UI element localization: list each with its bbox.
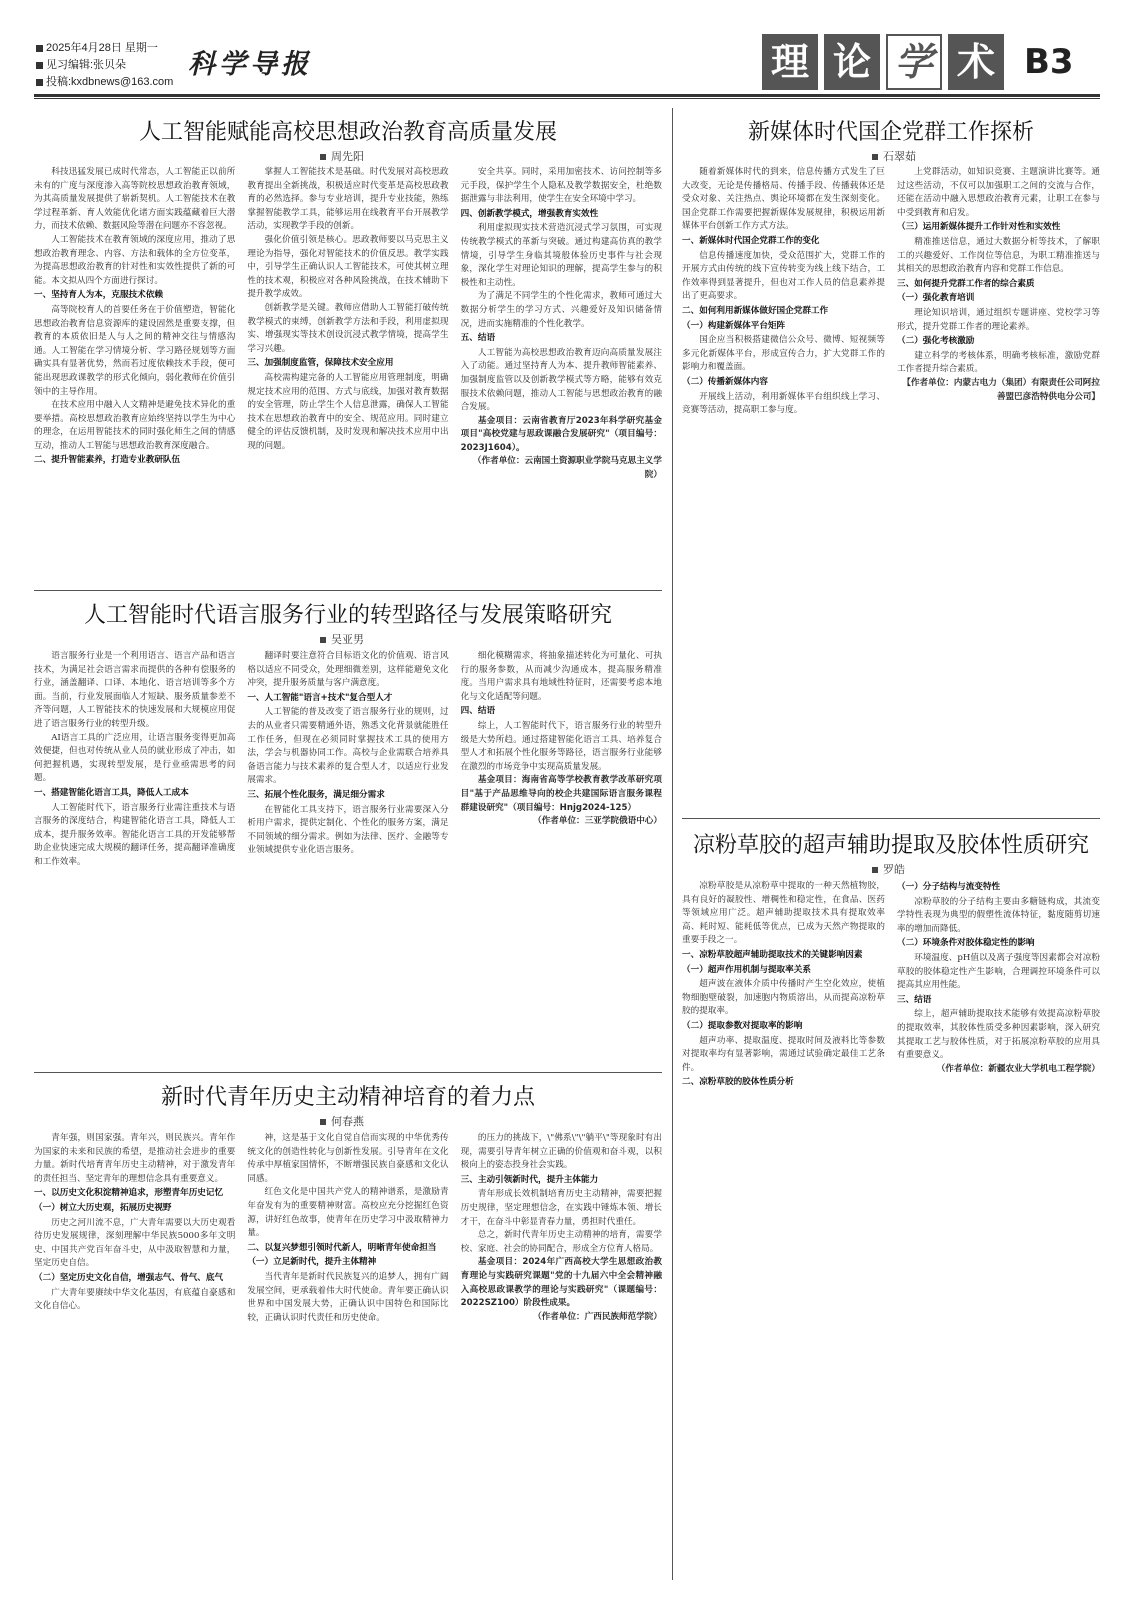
section-title <box>762 34 1068 90</box>
header-editor: 见习编辑:张贝朵 <box>36 57 173 74</box>
section-heading: 一、以历史文化积淀精神追求，形塑青年历史记忆 <box>34 1188 224 1199</box>
article-author: 罗皓 <box>872 861 905 877</box>
funding-note: 基金项目：海南省高等学校教育教学改革研究项目"基于产品思维导向的校企共建国际语言服务课程群建设研究"（项目编号：Hnjg2024-125） <box>460 775 662 813</box>
section-heading: 二、凉粉草胶的胶体性质分析 <box>682 1077 794 1088</box>
section-heading: 一、凉粉草胶超声辅助提取技术的关键影响因素 <box>682 949 863 960</box>
author-affiliation: （作者单位：新疆农业大学机电工程学院） <box>936 1063 1100 1074</box>
section-heading: 二、提升智能素养，打造专业教研队伍 <box>34 455 181 466</box>
section-heading: 一、搭建智能化语言工具，降低人工成本 <box>34 787 189 798</box>
header-meta <box>36 40 173 91</box>
header-date: 2025年4月28日 星期一 <box>36 40 173 57</box>
page-header <box>0 0 1131 98</box>
funding-note: 基金项目：2024年广西高校大学生思想政治教育理论与实践研究课题"党的十九届六中全会精神融入高校思政课教学的理论与实践研究"（课题编号：2022SZ100）阶段性成果。 <box>460 1257 662 1309</box>
header-email: 投稿:kxdbnews@163.com <box>36 74 173 91</box>
body-column: 的压力的挑战下，\"佛系\"\"躺平\"等现象时有出现，需要引导青年树立正确的价值观和奋斗观，以积极向上的姿态投身社会实践。 三、主动引领新时代，提升主体能力 青年形成长效机制培育历史主动精神，需要把握历史规律，坚定理想信念，在实践中锤炼本领、增长才干，在奋斗中彰显青春力量，勇担时代重任。 总之，新时代青年历史主动精神的培育，需要学校、家庭、社会的协同配合，形成全方位育人格局。 基金项目：2024年广西高校大学生思想政治教育理论与实践研究课题"党的十九届六中全会精神融入高校思政课教学的理论与实践研究"（课题编号：2022SZ100）阶段性成果。 （作者单位：广西民族师范学院） <box>461 1132 662 1582</box>
body-column: 凉粉草胶是从凉粉草中提取的一种天然植物胶，具有良好的凝胶性、增稠性和稳定性，在食品、医药等领域应用广泛。超声辅助提取技术具有提取效率高、耗时短、能耗低等优点，已成为天然产物提取的重要手段之一。 一、凉粉草胶超声辅助提取技术的关键影响因素 （一）超声作用机制与提取率关系 超声波在液体介质中传播时产生空化效应，使植物细胞壁破裂，加速胞内物质溶出，从而提高凉粉草胶的提取率。 （二）提取参数对提取率的影响 超声功率、提取温度、提取时间及液料比等参数对提取率均有显著影响，需通过试验确定最佳工艺条件。 二、凉粉草胶的胶体性质分析 <box>682 880 885 1582</box>
article-body <box>34 1132 662 1582</box>
body-column: （一）分子结构与流变特性 凉粉草胶的分子结构主要由多糖链构成，其流变学特性表现为典型的假塑性流体特征，黏度随剪切速率的增加而降低。 （二）环境条件对胶体稳定性的影响 环境温度、pH值以及离子强度等因素都会对凉粉草胶的胶体稳定性产生影响，合理调控环境条件可以提高其应用性能。 三、结语 综上，超声辅助提取技术能够有效提高凉粉草胶的提取效率，其胶体性质受多种因素影响，深入研究其提取工艺与胶体性质，对于拓展凉粉草胶的应用具有重要意义。 （作者单位：新疆农业大学机电工程学院） <box>897 880 1100 1582</box>
section-heading: 三、如何提升党群工作者的综合素质 <box>897 278 1035 289</box>
body-column: 神，这是基于文化自觉自信而实现的中华优秀传统文化的创造性转化与创新性发展。引导青年在文化传承中厚植家国情怀，不断增强民族自豪感和文化认同感。 红色文化是中国共产党人的精神谱系，是激励青年奋发有为的重要精神财富。高校应充分挖掘红色资源，讲好红色故事，使青年在历史学习中汲取精神力量。 二、以复兴梦想引领时代新人，明晰青年使命担当 （一）立足新时代，提升主体精神 当代青年是新时代民族复兴的追梦人，拥有广阔发展空间，更承载着伟大时代使命。青年要正确认识世界和中国发展大势，正确认识中国特色和国际比较，正确认识时代责任和历史使命。 <box>247 1133 449 1323</box>
body-column: 随着新媒体时代的到来，信息传播方式发生了巨大改变，无论是传播格局、传播手段、传播载体还是受众对象、关注热点、舆论环境都在发生深刻变化。国企党群工作需要把握新媒体发展规律，积极运用新媒体平台创新工作方式方法。 一、新媒体时代国企党群工作的变化 信息传播速度加快，受众范围扩大，党群工作的开展方式由传统的线下宣传转变为线上线下结合，工作效率得到显著提升，但也对工作人员的信息素养提出了更高要求。 二、如何利用新媒体做好国企党群工作 （一）构建新媒体平台矩阵 国企应当积极搭建微信公众号、微博、短视频等多元化新媒体平台，形成宣传合力，扩大党群工作的影响力和覆盖面。 （二）传播新媒体内容 开展线上活动，利用新媒体平台组织线上学习、竞赛等活动，提高职工参与度。 <box>682 167 885 416</box>
section-heading: 四、结语 <box>460 706 496 717</box>
funding-note: 基金项目：云南省教育厅2023年科学研究基金项目"高校党建与思政课融合发展研究"（项目编号：2023J1604）。 <box>460 415 662 453</box>
body-column: 安全共享。同时，采用加密技术、访问控制等多元手段，保护学生个人隐私及教学数据安全，杜绝数据泄露与非法利用，使学生在安全环境中学习。 四、创新教学模式，增强教育实效性 利用虚拟现实技术营造沉浸式学习氛围，可实现传统教学模式的革新与突破。通过构建高仿真的教学情境，引导学生身临其境般体验历史事件与社会现象，深化学生对理论知识的理解，提高学生参与的积极性和主动性。 为了满足不同学生的个性化需求，教师可通过大数据分析学生的学习方式、兴趣爱好及知识储备情况，进而实施精准的个性化教学。 五、结语 人工智能为高校思想政治教育迈向高质量发展注入了动能。通过坚持育人为本、提升教师智能素养、加强制度监管以及创新教学模式等方略，能够有效克服技术依赖问题，推动人工智能与思想政治教育的融合发展。 基金项目：云南省教育厅2023年科学研究基金项目"高校党建与思政课融合发展研究"（项目编号：2023J1604）。 （作者单位：云南国土资源职业学院马克思主义学院） <box>461 166 662 584</box>
header-rule <box>34 94 1100 97</box>
header-rule-thin <box>34 98 1100 99</box>
column-divider <box>672 108 673 1580</box>
section-heading: 五、结语 <box>460 333 496 344</box>
body-column: 科技迅猛发展已成时代常态，人工智能正以前所未有的广度与深度渗入高等院校思想政治教育领域，为其高质量发展提供了崭新契机。人工智能技术在教学过程革新、育人效能优化诸方面实践蕴藏着巨大潜力，而技术依赖、数据风险等潜在问题亦不容忽视。 人工智能技术在教育领域的深度应用，推动了思想政治教育理念、内容、方法和载体的全方位变革，为提高思想政治教育的针对性和实效性提供了新的可能。本文拟从四个方面进行探讨。 一、坚持育人为本，克服技术依赖 高等院校育人的首要任务在于价值塑造，智能化思想政治教育信息资源库的建设固然是重要支撑，但教育的本质依旧是人与人之间的精神交往与情感沟通。人工智能在学习情境分析、学习路径规划等方面确实具有显著优势，然而若过度依赖技术手段，便可能出现思政课教学的形式化倾向，弱化教师在价值引领中的主导作用。 在技术应用中融入人文精神是避免技术异化的重要举措。高校思想政治教育应始终坚持以学生为中心的理念，在运用智能技术的同时强化师生之间的情感互动，推动人工智能与思想政治教育深度融合。 二、提升智能素养，打造专业教研队伍 <box>34 166 235 584</box>
article-body <box>682 880 1100 1582</box>
body-column: 语言服务行业是一个利用语言、语言产品和语言技术，为满足社会语言需求而提供的各种有偿服务的行业，涵盖翻译、口译、本地化、语言培训等多个方面。当前，行业发展面临人才短缺、服务质量参差不齐等问题，人工智能技术的快速发展和大规模应用促进了语言服务行业的转型升级。 AI语言工具的广泛应用，让语言服务变得更加高效便捷，但也对传统从业人员的就业形成了冲击，如何把握机遇，实现转型发展，是行业亟需思考的问题。 一、搭建智能化语言工具，降低人工成本 人工智能时代下，语言服务行业需注重技术与语言服务的深度结合，构建智能化语言工具，降低人工成本，提升服务效率。智能化语言工具的开发能够帮助企业快速完成大规模的翻译任务，提高翻译准确度和工作效率。 <box>34 651 236 867</box>
article-author: 周先阳 <box>320 148 364 164</box>
article-title: 新媒体时代国企党群工作探析 <box>747 120 1034 145</box>
section-heading: 一、人工智能"语言+技术"复合型人才 <box>247 692 393 703</box>
newspaper-logo: 科学导报 <box>188 49 312 80</box>
article-divider-3 <box>682 818 1100 819</box>
section-char-4: 术 <box>948 34 1004 90</box>
body-column: 掌握人工智能技术是基础。时代发展对高校思政教育提出全新挑战，积极适应时代变革是高校思政教育的必然选择。参与专业培训，提升专业技能，熟练掌握智能教学工具，能够运用在线教育平台开展教学活动，实现教学手段的创新。 强化价值引领是核心。思政教师要以马克思主义理论为指导，强化对智能技术的价值反思。教学实践中，引导学生正确认识人工智能技术，可使其树立理性的技术观，积极应对各种风险挑战，在技术辅助下提升教学成效。 创新教学是关键。教师应借助人工智能打破传统教学模式的束缚，创新教学方法和手段，利用虚拟现实、增强现实等技术创设沉浸式教学情境，提高学生学习兴趣。 三、加强制度监管，保障技术安全应用 高校需构建完备的人工智能应用管理制度，明确规定技术应用的范围、方式与底线，加强对教育数据的安全管理，防止学生个人信息泄露，确保人工智能技术在思想政治教育中的安全、规范应用。同时建立健全的评估反馈机制，及时发现和解决技术应用中出现的问题。 <box>247 167 449 451</box>
article-author: 石翠茹 <box>872 148 916 164</box>
section-heading: 二、以复兴梦想引领时代新人，明晰青年使命担当 <box>247 1242 437 1253</box>
article-divider-2 <box>34 1072 662 1073</box>
article-body <box>34 166 662 584</box>
article-title: 凉粉草胶的超声辅助提取及胶体性质研究 <box>692 833 1089 858</box>
body-column: 细化模糊需求，将抽象描述转化为可量化、可执行的服务参数，从而减少沟通成本，提高服务精准度。当用户需求具有地域性特征时，还需要考虑本地化与文化适配等问题。 四、结语 综上，人工智能时代下，语言服务行业的转型升级是大势所趋。通过搭建智能化语言工具、培养复合型人才和拓展个性化服务等路径，语言服务行业能够在激烈的市场竞争中实现高质量发展。 基金项目：海南省高等学校教育教学改革研究项目"基于产品思维导向的校企共建国际语言服务课程群建设研究"（项目编号：Hnjg2024-125） （作者单位：三亚学院俄语中心） <box>461 650 662 1068</box>
article-body <box>34 650 662 1068</box>
section-char-3: 学 <box>886 34 942 90</box>
article-title: 新时代青年历史主动精神培育的着力点 <box>160 1085 535 1110</box>
article-title: 人工智能赋能高校思想政治教育高质量发展 <box>138 120 557 145</box>
section-char-1: 理 <box>762 34 818 90</box>
body-column: 上党群活动，如知识竞赛、主题演讲比赛等。通过这些活动，不仅可以加强职工之间的交流与合作，还能在活动中融入思想政治教育元素，让职工在参与中受到教育和启发。 （三）运用新媒体提升工作针对性和实效性 精准推送信息，通过大数据分析等技术，了解职工的兴趣爱好、工作岗位等信息，为职工精准推送与其相关的思想政治教育内容和党群工作信息。 三、如何提升党群工作者的综合素质 （一）强化教育培训 理论知识培训，通过组织专题讲座、党校学习等形式，提升党群工作者的理论素养。 （二）强化考核激励 建立科学的考核体系，明确考核标准，激励党群工作者提升综合素质。 【作者单位：内蒙古电力（集团）有限责任公司阿拉善盟巴彦浩特供电分公司】 <box>897 166 1100 812</box>
section-heading: 三、结语 <box>897 994 932 1005</box>
article-body <box>682 166 1100 812</box>
article-author: 何春燕 <box>320 1113 364 1129</box>
author-affiliation: （作者单位：云南国土资源职业学院马克思主义学院） <box>472 456 662 481</box>
section-heading: 三、加强制度监管，保障技术安全应用 <box>247 358 394 369</box>
section-heading: 一、新媒体时代国企党群工作的变化 <box>682 235 820 246</box>
body-column: 青年强，则国家强。青年兴，则民族兴。青年作为国家的未来和民族的希望，是推动社会进步的重要力量。新时代培育青年历史主动精神，对于激发青年的责任担当、坚定青年的理想信念具有重要意义。 一、以历史文化积淀精神追求，形塑青年历史记忆 （一）树立大历史观，拓展历史视野 历史之河川流不息，广大青年需要以大历史观看待历史发展规律，深刻理解中华民族5000多年文明史、中国共产党百年奋斗史，从中汲取智慧和力量，坚定历史自信。 （二）坚定历史文化自信，增强志气、骨气、底气 广大青年要赓续中华文化基因，有底蕴自豪感和文化自信心。 <box>34 1133 236 1312</box>
author-affiliation: （作者单位：三亚学院俄语中心） <box>533 816 662 827</box>
section-heading: 一、坚持育人为本，克服技术依赖 <box>34 290 163 301</box>
section-char-2: 论 <box>824 34 880 90</box>
article-author: 吴亚男 <box>320 631 364 647</box>
page-number: B3 <box>1024 42 1074 82</box>
author-affiliation: 【作者单位：内蒙古电力（集团）有限责任公司阿拉善盟巴彦浩特供电分公司】 <box>902 377 1100 402</box>
article-title: 人工智能时代语言服务行业的转型路径与发展策略研究 <box>83 603 612 628</box>
section-heading: 三、拓展个性化服务，满足细分需求 <box>247 789 385 800</box>
section-heading: 二、如何利用新媒体做好国企党群工作 <box>682 305 829 316</box>
body-column: 翻译时要注意符合目标语文化的价值观、语言风格以适应不同受众，处理细微差别，这样能避免文化冲突，提升服务质量与客户满意度。 一、人工智能"语言+技术"复合型人才 人工智能的普及改变了语言服务行业的规则，过去的从业者只需要精通外语，熟悉文化背景就能胜任工作任务，但现在必须同时掌握技术工具的使用方法，学会与机器协同工作。高校与企业需联合培养具备语言能力与技术素养的复合型人才，以适应行业发展需求。 三、拓展个性化服务，满足细分需求 在智能化工具支持下，语言服务行业需要深入分析用户需求，提供定制化、个性化的服务方案，满足不同领域的细分需求。例如为法律、医疗、金融等专业领域提供专业化语言服务。 <box>247 651 449 856</box>
article-divider-1 <box>34 590 662 591</box>
section-heading: 四、创新教学模式，增强教育实效性 <box>460 208 599 219</box>
author-affiliation: （作者单位：广西民族师范学院） <box>533 1311 662 1322</box>
section-heading: 三、主动引领新时代，提升主体能力 <box>460 1174 599 1185</box>
